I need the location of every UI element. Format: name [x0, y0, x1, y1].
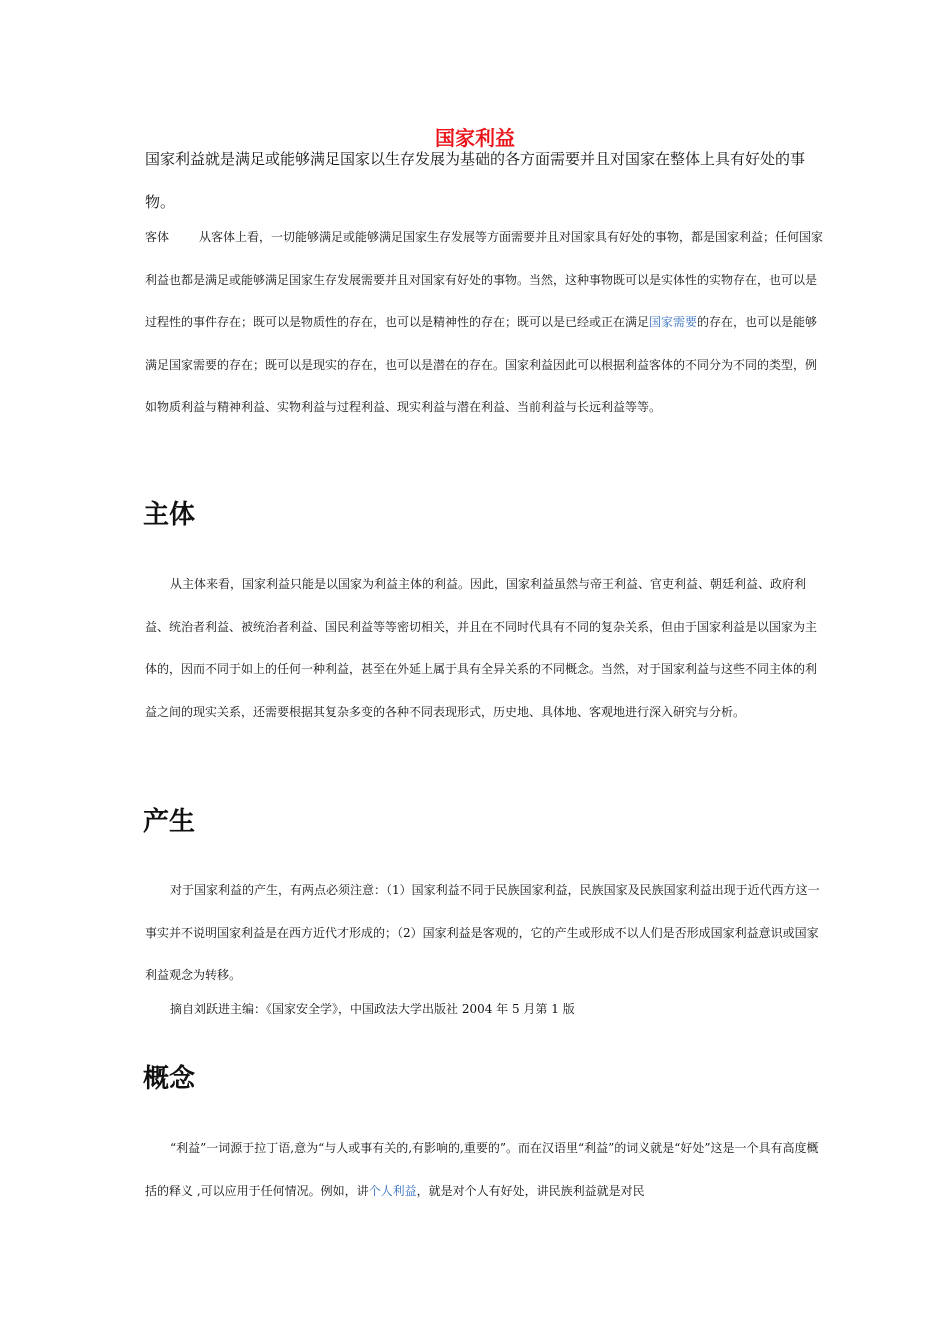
document-title: 国家利益	[435, 126, 515, 150]
concept-text-part1: “利益”一词源于拉丁语,意为“与人或事有关的,有影响的,重要的”。而在汉语里“利益”的词义就是“好处”这是一个具有高度概括的释义 ,可以应用于任何情况。例如，讲	[145, 1141, 819, 1198]
national-needs-link[interactable]: 国家需要	[649, 315, 698, 329]
source-citation: 摘自刘跃进主编：《国家安全学》，中国政法大学出版社 2004 年 5 月第 1 版	[170, 1002, 575, 1016]
subject-paragraph: 从主体来看，国家利益只能是以国家为利益主体的利益。因此，国家利益虽然与帝王利益、官吏利益、朝廷利益、政府利益、统治者利益、被统治者利益、国民利益等等密切相关，并且在不同时代具有不同的复杂关系，但由于国家利益是以国家为主体的，因而不同于如上的任何一种利益，甚至在外延上属于具有全异关系的不同概念。当然，对于国家利益与这些不同主体的利益之间的现实关系，还需要根据其复杂多变的各种不同表现形式，历史地、具体地、客观地进行深入研究与分析。	[145, 577, 818, 719]
personal-interest-link[interactable]: 个人利益	[368, 1183, 417, 1198]
concept-heading: 概念	[143, 1064, 196, 1094]
concept-paragraph	[145, 1127, 825, 1212]
concept-text-part2: ，就是对个人有好处，讲民族利益就是对民	[416, 1183, 645, 1198]
origin-paragraph: 对于国家利益的产生，有两点必须注意：（1）国家利益不同于民族国家利益，民族国家及民族国家利益出现于近代西方这一事实并不说明国家利益是在西方近代才形成的；（2）国家利益是客观的，它的产生或形成不以人们是否形成国家利益意识或国家利益观念为转移。	[145, 883, 820, 982]
definition-paragraph: 国家利益就是满足或能够满足国家以生存发展为基础的各方面需要并且对国家在整体上具有好处的事物。	[145, 150, 806, 211]
object-text-part2: 的存在，也可以是能够满足国家需要的存在；既可以是现实的存在，也可以是潜在的存在。国家利益因此可以根据利益客体的不同分为不同的类型，例如物质利益与精神利益、实物利益与过程利益、现实利益与潜在利益、当前利益与长远利益等等。	[145, 315, 818, 414]
object-text-part1: 从客体上看，一切能够满足或能够满足国家生存发展等方面需要并且对国家具有好处的事物，都是国家利益；任何国家利益也都是满足或能够满足国家生存发展需要并且对国家有好处的事物。当然，这种事物既可以是实体性的实物存在，也可以是过程性的事件存在；既可以是物质性的存在，也可以是精神性的存在；既可以是已经或正在满足	[145, 230, 824, 329]
origin-heading: 产生	[143, 807, 196, 837]
object-label: 客体	[145, 230, 170, 244]
subject-heading: 主体	[143, 500, 196, 530]
object-paragraph	[145, 216, 825, 429]
